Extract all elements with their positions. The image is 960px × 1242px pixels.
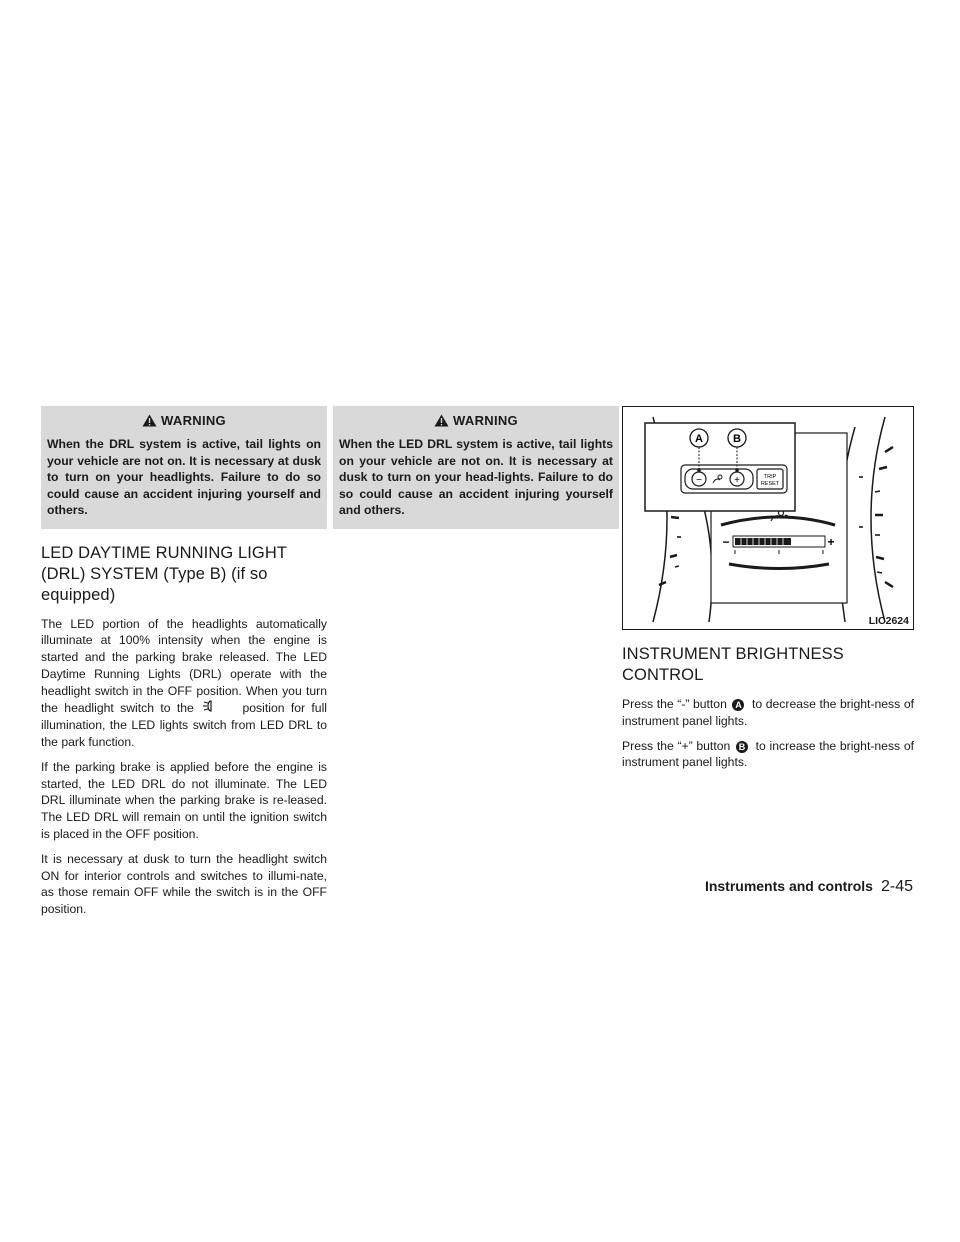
para-text: position for full illumination, the LED lights switch from LED DRL to the park function. — [41, 701, 328, 750]
page-footer — [705, 878, 913, 896]
callout-b-label: B — [733, 433, 741, 445]
warning-text: When the LED DRL system is active, tail lights on your vehicle are not on. It is necessary at dusk to turn on your head-lights. Failure to do so could cause an accident injuring yourself and others. — [339, 437, 613, 517]
section-title-led-drl: LED DAYTIME RUNNING LIGHT (DRL) SYSTEM (Type B) (if so equipped) — [41, 543, 287, 604]
para-text: to decrease the bright-ness of instrument panel lights. — [622, 697, 914, 728]
warning-heading — [339, 410, 613, 436]
warning-heading — [47, 410, 321, 436]
para-text: The LED portion of the headlights automatically illuminate at 100% intensity when the engine is started and the parking brake released. The LED Daytime Running Lights (DRL) operate with the headlight switch in the OFF position. When you turn the headlight switch to the — [41, 616, 327, 716]
paragraph-decrease-brightness — [622, 696, 914, 730]
drl-warning-box — [41, 406, 327, 529]
gauge-minus-label: − — [722, 535, 730, 549]
led-drl-warning-box — [333, 406, 619, 529]
plus-button-label: + — [734, 475, 740, 486]
para-text: Press the “-” button — [622, 697, 731, 711]
warning-heading-text: WARNING — [161, 413, 226, 428]
reset-label: RESET — [760, 481, 780, 487]
instrument-cluster-illustration — [623, 407, 914, 630]
callout-b-marker: B — [736, 741, 748, 753]
warning-heading-text: WARNING — [453, 413, 518, 428]
para-text: to increase the bright-ness of instrument panel lights. — [622, 738, 914, 770]
figure-id: LIC2624 — [868, 615, 909, 627]
right-column — [622, 406, 914, 779]
footer-section-title: Instruments and controls — [704, 878, 873, 894]
warning-triangle-icon — [434, 414, 449, 427]
paragraph-dusk: It is necessary at dusk to turn the headlight switch ON for interior controls and switches to illumi-nate, as those remain OFF while the switch is in the OFF position. — [41, 851, 327, 917]
para-text: Press the “+” button — [622, 738, 734, 753]
warning-triangle-icon — [142, 414, 157, 427]
callout-a-label: A — [695, 433, 703, 445]
paragraph-parking-brake: If the parking brake is applied before the engine is started, the LED DRL do not illuminate. The LED DRL illuminate when the parking brake is re-leased. The LED DRL will remain on until the ignition switch is placed in the OFF position. — [41, 759, 327, 842]
trip-label: TRIP — [763, 474, 777, 480]
gauge-plus-label: + — [827, 535, 835, 549]
instrument-panel-figure — [622, 406, 914, 630]
left-column — [41, 406, 327, 926]
paragraph-led-intro — [41, 616, 327, 751]
callout-a-marker: A — [732, 699, 744, 711]
minus-button-label: − — [696, 475, 702, 486]
paragraph-increase-brightness — [622, 738, 914, 772]
middle-column — [333, 406, 619, 529]
headlight-icon — [200, 699, 236, 713]
page-number: 2-45 — [880, 878, 913, 895]
warning-text: When the DRL system is active, tail lights on your vehicle are not on. It is necessary at dusk to turn on your headlights. Failure to do so could cause an accident injuring yourself and others. — [47, 437, 321, 517]
section-title-brightness: INSTRUMENT BRIGHTNESS CONTROL — [622, 645, 844, 684]
